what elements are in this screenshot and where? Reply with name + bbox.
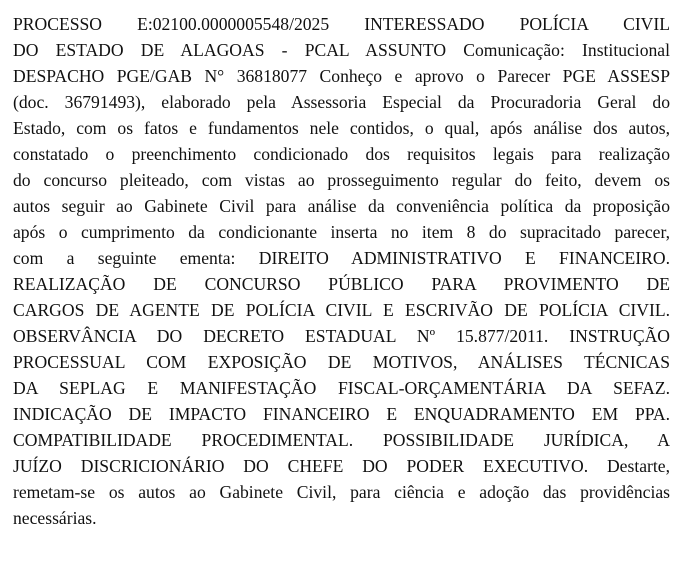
paragraph-line-6: constatado o preenchimento condicionado dos requisitos legais para realização <box>13 144 670 164</box>
paragraph-line-4: (doc. 36791493), elaborado pela Assessoria Especial da Procuradoria Geral do <box>13 92 670 112</box>
paragraph-line-18: JUÍZO DISCRICIONÁRIO DO CHEFE DO PODER EXECUTIVO. Destarte, <box>13 456 670 476</box>
paragraph-line-11: REALIZAÇÃO DE CONCURSO PÚBLICO PARA PROVIMENTO DE <box>13 274 670 294</box>
paragraph-line-16: INDICAÇÃO DE IMPACTO FINANCEIRO E ENQUADRAMENTO EM PPA. <box>13 404 670 424</box>
paragraph-line-1: PROCESSO E:02100.0000005548/2025 INTERESSADO POLÍCIA CIVIL <box>13 14 670 34</box>
paragraph-line-3: DESPACHO PGE/GAB N° 36818077 Conheço e aprovo o Parecer PGE ASSESP <box>13 66 670 86</box>
paragraph-line-20: necessárias. <box>13 508 97 528</box>
paragraph-line-5: Estado, com os fatos e fundamentos nele contidos, o qual, após análise dos autos, <box>13 118 670 138</box>
paragraph-line-10: com a seguinte ementa: DIREITO ADMINISTRATIVO E FINANCEIRO. <box>13 248 670 268</box>
paragraph-line-2: DO ESTADO DE ALAGOAS - PCAL ASSUNTO Comunicação: Institucional <box>13 40 670 60</box>
paragraph-line-14: PROCESSUAL COM EXPOSIÇÃO DE MOTIVOS, ANÁLISES TÉCNICAS <box>13 352 670 372</box>
paragraph-line-15: DA SEPLAG E MANIFESTAÇÃO FISCAL-ORÇAMENTÁRIA DA SEFAZ. <box>13 378 670 398</box>
paragraph-line-19: remetam-se os autos ao Gabinete Civil, para ciência e adoção das providências <box>13 482 670 502</box>
paragraph-line-12: CARGOS DE AGENTE DE POLÍCIA CIVIL E ESCRIVÃO DE POLÍCIA CIVIL. <box>13 300 670 320</box>
paragraph-line-13: OBSERVÂNCIA DO DECRETO ESTADUAL Nº 15.877/2011. INSTRUÇÃO <box>13 326 670 346</box>
paragraph-line-7: do concurso pleiteado, com vistas ao prosseguimento regular do feito, devem os <box>13 170 670 190</box>
paragraph-line-8: autos seguir ao Gabinete Civil para análise da conveniência política da proposição <box>13 196 670 216</box>
paragraph-line-9: após o cumprimento da condicionante inserta no item 8 do supracitado parecer, <box>13 222 670 242</box>
paragraph-line-17: COMPATIBILIDADE PROCEDIMENTAL. POSSIBILIDADE JURÍDICA, A <box>13 430 670 450</box>
